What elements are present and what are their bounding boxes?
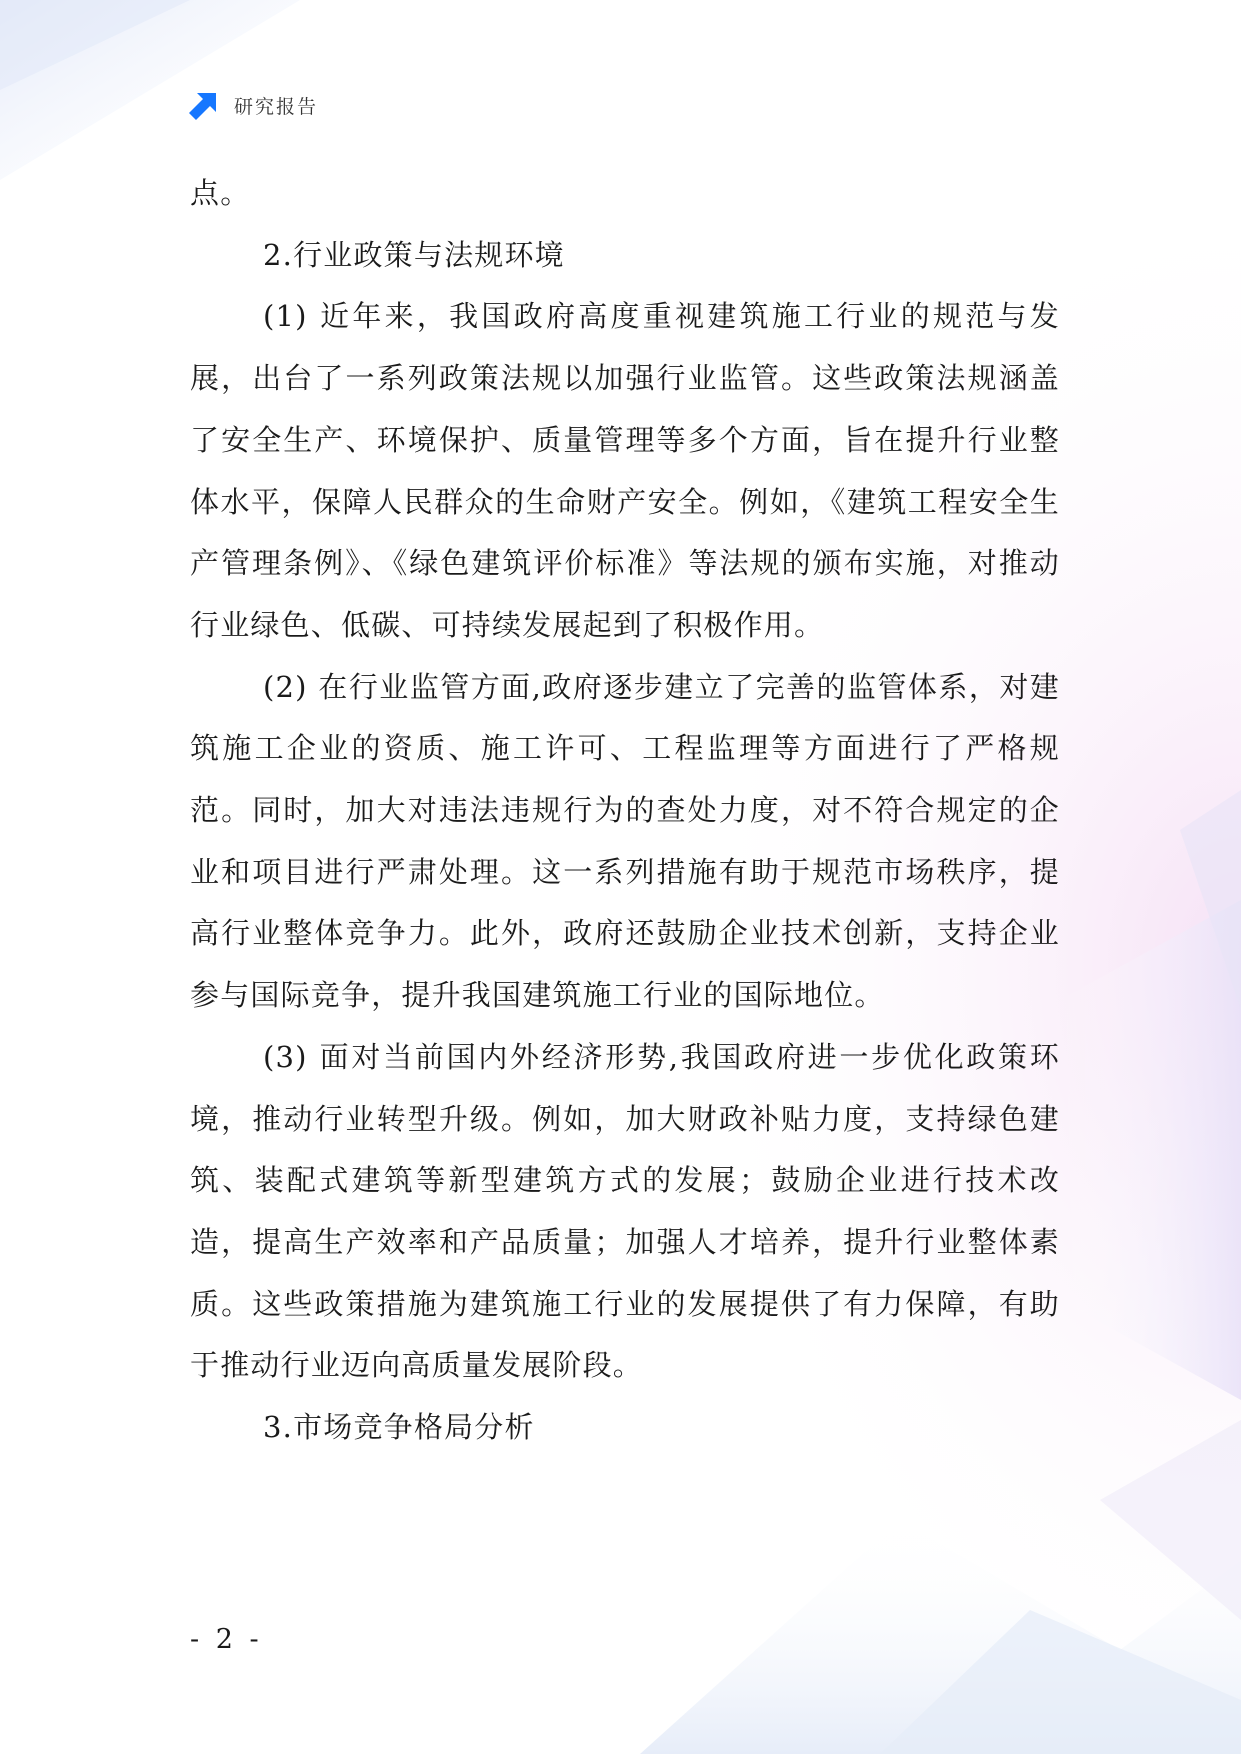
paragraph: (1) 近年来，我国政府高度重视建筑施工行业的规范与发展，出台了一系列政策法规以加强行业监管。这些政策法规涵盖了安全生产、环境保护、质量管理等多个方面，旨在提升行业整体水平，保障人民群众的生命财产安全。例如，《建筑工程安全生产管理条例》、《绿色建筑评价标准》等法规的颁布实施，对推动行业绿色、低碳、可持续发展起到了积极作用。 (190, 299, 1060, 642)
section-heading: 2.行业政策与法规环境 (263, 237, 565, 272)
paragraph: (2) 在行业监管方面,政府逐步建立了完善的监管体系，对建筑施工企业的资质、施工许可、工程监理等方面进行了严格规范。同时，加大对违法违规行为的查处力度，对不符合规定的企业和项目进行严肃处理。这一系列措施有助于规范市场秩序，提高行业整体竞争力。此外，政府还鼓励企业技术创新，支持企业参与国际竞争，提升我国建筑施工行业的国际地位。 (190, 669, 1060, 1013)
page-number: - 2 - (190, 1624, 263, 1655)
arrow-up-right-icon (188, 89, 220, 121)
document-header (188, 88, 318, 122)
paragraph: (3) 面对当前国内外经济形势,我国政府进一步优化政策环境，推动行业转型升级。例如，加大财政补贴力度，支持绿色建筑、装配式建筑等新型建筑方式的发展；鼓励企业进行技术改造，提高生产效率和产品质量；加强人才培养，提升行业整体素质。这些政策措施为建筑施工行业的发展提供了有力保障，有助于推动行业迈向高质量发展阶段。 (190, 1039, 1060, 1383)
document-body (190, 163, 1060, 1459)
section-heading: 3.市场竞争格局分析 (263, 1410, 535, 1445)
header-title: 研究报告 (234, 95, 319, 118)
paragraph-continuation: 点。 (190, 176, 251, 210)
